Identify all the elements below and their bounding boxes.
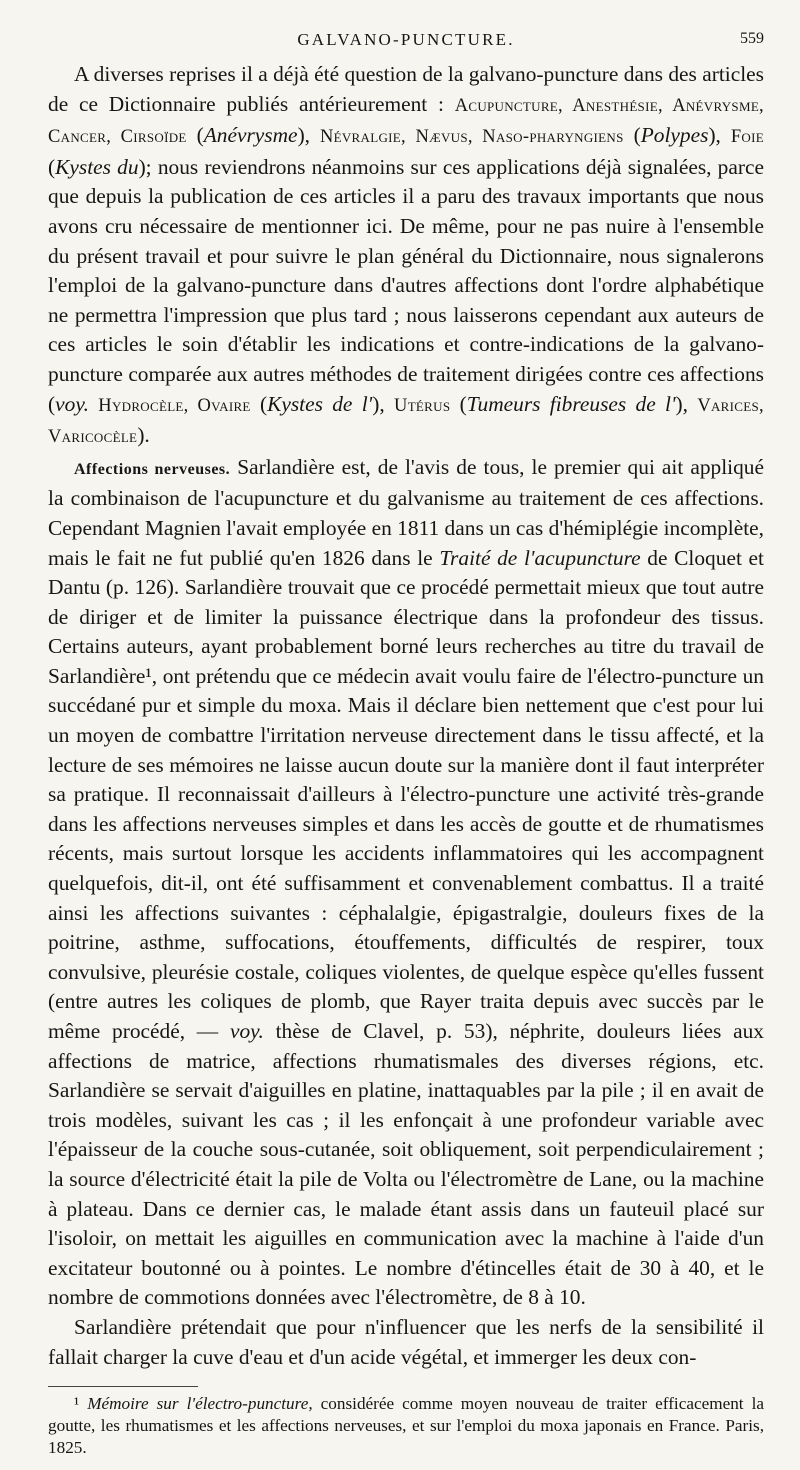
- running-head: [48, 26, 764, 60]
- text-run: thèse de Clavel, p. 53), néphrite, douleurs liées aux affections de matrice, affections rhumatismales des diverses régions, etc. Sarlandière se servait d'aiguilles en platine, inattaquables par la pile ; il en avait de trois modèles, suivant les cas ; il les enfonçait à une profondeur variable avec l'épaisseur de la couche sous-cutanée, soit obliquement, soit perpendiculairement ; la source d'électricité était la pile de Volta ou l'électromètre de Lane, ou la machine à plateau. Dans ce dernier cas, le malade étant assis dans un fauteuil placé sur l'isoloir, on mettait les aiguilles en communication avec la machine à l'aide d'un excitateur boutonné ou à pointes. Le nombre d'étincelles était de 30 à 40, et le nombre de commotions données avec l'électromètre, de 8 à 10.: [48, 1019, 764, 1310]
- book-page: [48, 26, 764, 1459]
- text-run: ).: [137, 423, 150, 448]
- page-number: 559: [740, 30, 764, 47]
- cross-reference: Névralgie, Nævus, Naso-pharyngiens: [319, 127, 624, 148]
- italic-run: voy.: [229, 1019, 264, 1043]
- text-run: (: [48, 154, 56, 179]
- section-term: Affections nerveuses.: [74, 460, 231, 478]
- italic-run: Tumeurs fibreuses de l': [466, 391, 676, 416]
- italic-run: voy.: [55, 391, 89, 416]
- footnote-title: Mémoire sur l'électro-puncture,: [87, 1394, 313, 1414]
- footnote-text: considérée comme moyen nouveau de traiter efficacement la goutte, les rhumatismes et les affections nerveuses, et sur l'emploi du moxa japonais en France. Paris, 1825.: [48, 1394, 765, 1458]
- cross-reference: Foie: [730, 127, 764, 148]
- paragraph-sarlandiere: Sarlandière prétendait que pour n'influencer que les nerfs de la sensibilité il fallait charger la cuve d'eau et d'un acide végétal, et immerger les deux con-: [48, 1314, 764, 1369]
- text-run: ),: [372, 391, 395, 416]
- text-run: A diverses reprises il a déjà été question de la galvano-puncture dans des articles de ce Dictionnaire publiés antérieurement :: [48, 62, 764, 116]
- text-run: [89, 392, 98, 416]
- italic-run: Kystes de l': [267, 391, 373, 416]
- footnote: [48, 1393, 764, 1459]
- cross-reference: Varices, Varicocèle: [48, 395, 764, 448]
- text-run: de Cloquet et Dantu (p. 126). Sarlandière trouvait que ce procédé permettait mieux que tout autre de diriger et de limiter la puissance électrique dans la profondeur des tissus. Certains auteurs, ayant probablement borné leurs recherches au titre du travail de Sarlandière¹, ont prétendu que ce médecin avait voulu faire de l'électro-puncture un succédané pur et simple du moxa. Mais il déclare bien nettement que c'est pour lui un moyen de combattre l'irritation nerveuse directement dans le tissu affecté, et la lecture de ses mémoires ne laisse aucun doute sur la manière dont il faut interpréter sa pratique. Il reconnaissait d'ailleurs à l'électro-puncture une activité très-grande dans les affections nerveuses simples et dans les accès de goutte et de rhumatismes récents, mais surtout lorsque les accidents inflammatoires qui les accompagnent quelquefois, dit-il, ont été suffisamment et convenablement combattus. Il a traité ainsi les affections suivantes : céphalalgie, épigastralgie, douleurs fixes de la poitrine, asthme, suffocations, étouffements, difficultés de respirer, toux convulsive, pleurésie costale, coliques violentes, de quelque espèce qu'elles fussent (entre autres les coliques de plomb, que Rayer traita depuis avec succès par le même procédé, —: [48, 545, 764, 1043]
- footnote-marker: ¹: [74, 1394, 88, 1414]
- text-run: (: [450, 391, 467, 416]
- italic-run: Polypes: [640, 123, 709, 148]
- text-run: ),: [708, 123, 731, 148]
- text-run: ),: [675, 391, 698, 416]
- running-title: GALVANO-PUNCTURE.: [297, 30, 515, 49]
- italic-run: Anévrysme: [203, 123, 298, 148]
- article-body: [48, 60, 764, 1372]
- text-run: (: [250, 391, 268, 416]
- cross-reference: Hydrocèle, Ovaire: [98, 395, 251, 416]
- text-run: Sarlandière est, de l'avis de tous, le premier qui ait appliqué la combinaison de l'acupuncture et du galvanisme au traitement de ces affections. Cependant Magnien l'avait employée en 1811 dans un cas d'hémiplégie incomplète, mais le fait ne fut publié qu'en 1826 dans le: [48, 454, 764, 570]
- section-nervous-affections: [48, 453, 764, 1313]
- text-run: ); nous reviendrons néanmoins sur ces applications déjà signalées, parce que depuis la publication de ces articles il a paru des travaux importants que nous avons cru nécessaire de mentionner ici. De même, pour ne pas nuire à l'ensemble du présent travail et pour suivre le plan général du Dictionnaire, nous signalerons l'emploi de la galvano-puncture dans d'autres affections dont l'ordre alphabétique ne permettra l'impression que plus tard ; nous laisserons cependant aux auteurs de ces articles le soin d'établir les indications et contre-indications de la galvano-puncture comparée aux autres méthodes de traitement dirigées contre ces affections (: [48, 154, 764, 416]
- cross-reference: Utérus: [394, 395, 451, 416]
- footnote-rule: [48, 1386, 198, 1387]
- italic-run: Kystes du: [55, 154, 139, 179]
- text-run: (: [186, 123, 204, 148]
- text-run: (: [623, 123, 641, 148]
- cross-reference: Acupuncture, Anesthésie, Anévrysme, Cancer, Cirsoïde: [48, 95, 764, 148]
- text-run: ),: [297, 123, 320, 148]
- intro-paragraph: [48, 60, 764, 453]
- italic-run: Traité de l'acupuncture: [439, 545, 641, 570]
